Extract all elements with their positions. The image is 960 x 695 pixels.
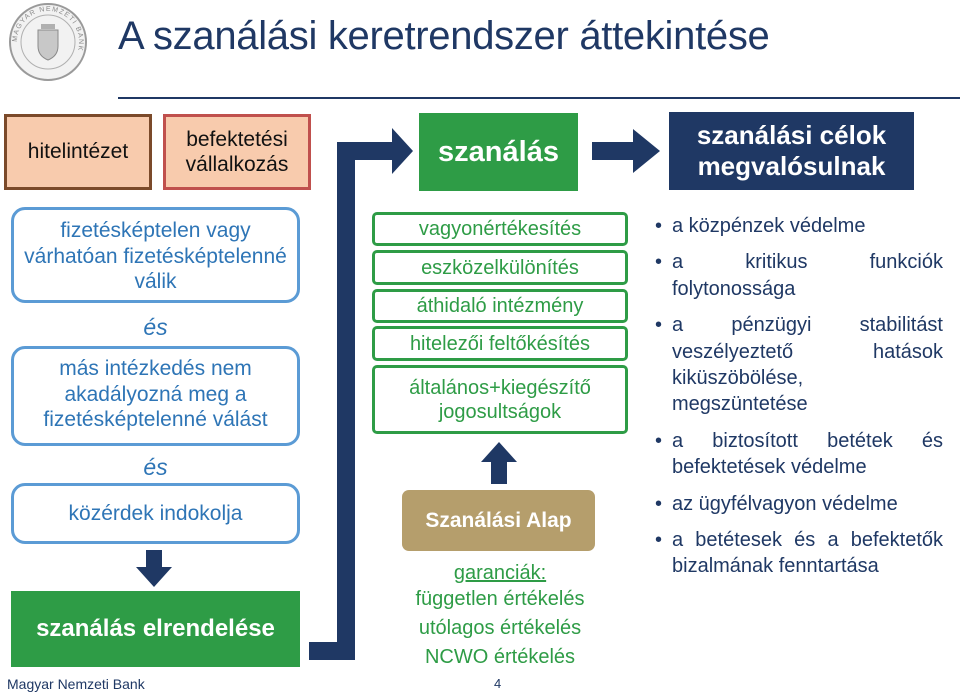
list-item: • a közpénzek védelme	[655, 213, 943, 239]
befektetesi-vallalkozas-box: befektetési vállalkozás	[163, 114, 311, 190]
condition-insolvent: fizetésképtelen vagy várhatóan fizetésképtelenné válik	[11, 207, 300, 303]
tool-hitelezoi-feltokesites: hitelezői feltőkésítés	[372, 326, 628, 361]
down-arrow-icon	[136, 550, 172, 587]
guarantee-utolagos: utólagos értékelés	[418, 617, 582, 639]
szanalas-box: szanálás	[419, 113, 578, 191]
szanalasi-celok-box: szanálási célok megvalósulnak	[669, 112, 914, 190]
list-item: • az ügyfélvagyon védelme	[655, 491, 943, 517]
goals-list	[655, 213, 943, 590]
up-arrow-icon	[481, 442, 517, 484]
guarantee-ncwo: NCWO értékelés	[424, 646, 576, 668]
crown-icon	[41, 24, 55, 29]
mnb-seal-logo	[8, 2, 88, 82]
garanciak-heading: garanciák:	[453, 562, 547, 584]
list-item: • a pénzügyi stabilitást veszélyeztető hatások kiküszöbölése, megszüntetése	[655, 312, 943, 418]
list-item: • a kritikus funkciók folytonossága	[655, 249, 943, 302]
condition-public-interest: közérdek indokolja	[11, 483, 300, 544]
condition-no-other-measure: más intézkedés nem akadályozná meg a fizetésképtelenné válást	[11, 346, 300, 446]
tool-eszkozelkulonites: eszközelkülönítés	[372, 250, 628, 285]
es-connector-1: és	[143, 314, 168, 340]
tool-vagyonertekesites: vagyonértékesítés	[372, 212, 628, 246]
shield-icon	[38, 30, 58, 60]
tool-athidalo-intezmeny: áthidaló intézmény	[372, 289, 628, 323]
szanalasi-alap-box: Szanálási Alap	[402, 490, 595, 551]
page-number: 4	[494, 676, 502, 691]
szanalas-elrendelese-box: szanálás elrendelése	[11, 591, 300, 667]
hitelintezet-box: hitelintézet	[4, 114, 152, 190]
es-connector-2: és	[143, 454, 168, 480]
seal-text: MAGYAR NEMZETI BANK	[11, 5, 85, 53]
right-arrow-icon	[592, 129, 660, 173]
title-underline	[118, 97, 960, 99]
page-title: A szanálási keretrendszer áttekintése	[118, 14, 770, 58]
guarantee-fuggetlen: független értékelés	[415, 588, 585, 610]
footer-bank-name: Magyar Nemzeti Bank	[7, 676, 145, 692]
tool-jogosultsagok: általános+kiegészítő jogosultságok	[372, 365, 628, 434]
list-item: • a biztosított betétek és befektetések védelme	[655, 428, 943, 481]
list-item: • a betétesek és a befektetők bizalmának fenntartása	[655, 527, 943, 580]
